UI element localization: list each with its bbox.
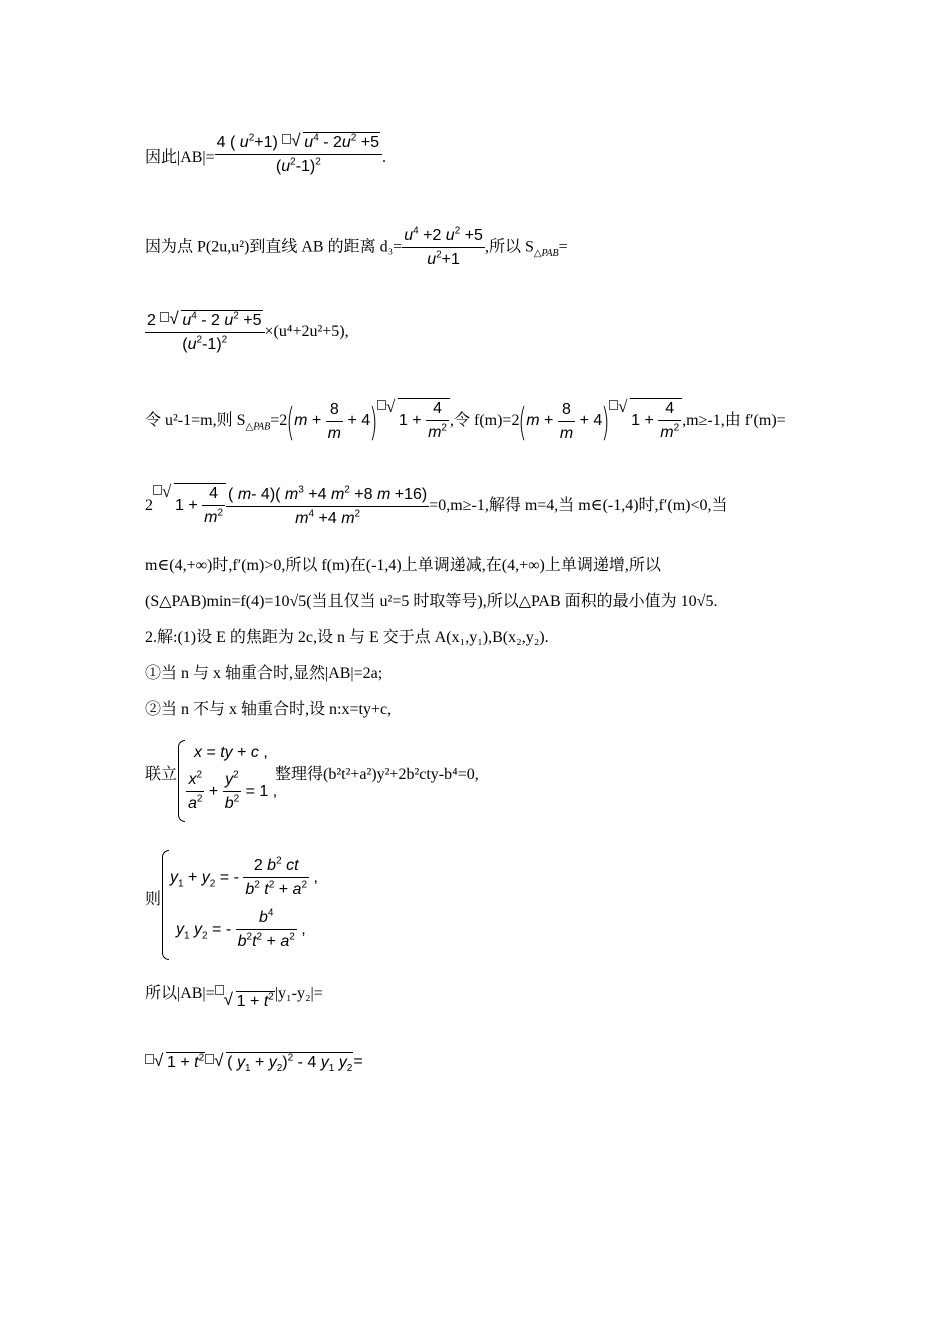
eq-area <box>145 310 349 355</box>
fraction-derivative: $\frac{( m- 4)( m^3 +4 m^2 +8 m +16)}{m^4 +4 m^2}$ <box>228 484 428 527</box>
text-solve-m: =0,m≥-1,解得 m=4,当 m∈(-1,4)时,f′(m)<0,当 <box>429 497 728 515</box>
text-case-1: ①当 n 与 x 轴重合时,显然|AB|=2a; <box>145 665 383 682</box>
text-let-m: 令 u²-1=m,则 S <box>145 412 246 430</box>
text-derivative: ,m≥-1,由 f′(m)= <box>682 412 786 430</box>
eq-derivative: 2√ 1 + $\frac{4}{m^2}$ $\frac{( m- 4)( m^3 +4 m^2 +8 m +16)}{m^4 +4 m^2}$ =0,m≥-1,解得 m=4,当 m∈(-1,4)时,f′(m)<0,当 <box>145 483 728 529</box>
system-brace-2 <box>162 850 169 960</box>
text-combine: 联立 <box>145 766 178 783</box>
system-eq-2: $\frac{x^2}{a^2}$ + $\frac{y^2}{b^2}$ = 1 , <box>188 769 278 812</box>
eq-substitution: 令 u²-1=m,则 $S_{\triangle PAB}=2(m$ + $\frac{8}{m}$ + 4)√ 1 + $\frac{4}{m^2}$ ,令 f(m)=2(m + $\frac{8}{m}$ + 4)√ 1 + $\frac{4}{m^2}$ ,m≥-1,由 f′(m)= <box>145 398 786 444</box>
text-then: 则 <box>145 891 162 908</box>
text-monotonic: m∈(4,+∞)时,f′(m)>0,所以 f(m)在(-1,4)上单调递减,在(4,+∞)上单调递增,所以 <box>145 557 661 574</box>
text-distance-prefix: 因为点 P(2u,u²)到直线 AB 的距离 d₃= <box>145 238 403 256</box>
text-equals: = <box>353 1053 363 1070</box>
text-minimum: (S△PAB)min=f(4)=10√5(当且仅当 u²=5 时取等号),所以△PAB 面积的最小值为 10√5. <box>145 593 718 610</box>
vieta-sum: $y_1 + y_2$ = - $\frac{2 b^2 ct}{b^2 t^2 + a^2}$ , <box>170 855 318 898</box>
text-case-2: ②当 n 不与 x 轴重合时,设 n:x=ty+c, <box>145 701 392 718</box>
text-so-ab: 所以|AB|= <box>145 985 215 1002</box>
eq-ab-chord: 所以|AB|=√ $1 + t^2|y_1-y_2|=$ <box>145 983 323 1004</box>
vieta-product: $y_1$ $y_2$ = - $\frac{b^4}{b^2t^2 + a^2}$ , <box>176 907 306 950</box>
text-ab-prefix: 因此|AB|= <box>145 149 215 167</box>
text-rearrange: 整理得(b²t²+a²)y²+2b²cty-b⁴=0, <box>275 766 479 783</box>
text-problem-2: 2.解:(1)设 E 的焦距为 2c,设 n 与 E 交于点 A(x₁,y₁),B(x₂,y₂). <box>145 629 549 646</box>
text-area-suffix: ×(u⁴+2u²+5), <box>264 323 349 341</box>
eq-ab-expanded: √ $1 + t^2√$ ( $y_1 + y_2)^2 - 4$ $y_1$ $y_2=$ <box>145 1052 363 1073</box>
text-y-diff: |y₁-y₂|= <box>274 985 323 1002</box>
fraction-area: $\frac{2 √ u^4 - 2 u^2 +5}{(u^2-1)^2}$ <box>145 310 265 355</box>
system-eq-1: x = ty + c , <box>194 744 268 761</box>
system-brace-1 <box>178 740 185 822</box>
text-so-s: ,所以 S <box>484 238 534 256</box>
text-let-f: ,令 f(m)=2 <box>449 412 520 430</box>
fraction-ab: $\frac{4 ( u^2+1) √ u^4 - 2u^2 +5}{(u^2-1)^2}$ <box>215 132 382 177</box>
eq-distance-d3: 因为点 P(2u,u²)到直线 AB 的距离 d₃= $\frac{u^4 +2 u^2 +5}{u^2+1}$ ,所以 $S_{\triangle PAB}=$ <box>145 225 568 268</box>
fraction-d3: $\frac{u^4 +2 u^2 +5}{u^2+1}$ <box>404 225 483 268</box>
eq-ab-length: 因此|AB|= $\frac{4 ( u^2+1) √ u^4 - 2u^2 +5}{(u^2-1)^2}$ . <box>145 140 386 177</box>
